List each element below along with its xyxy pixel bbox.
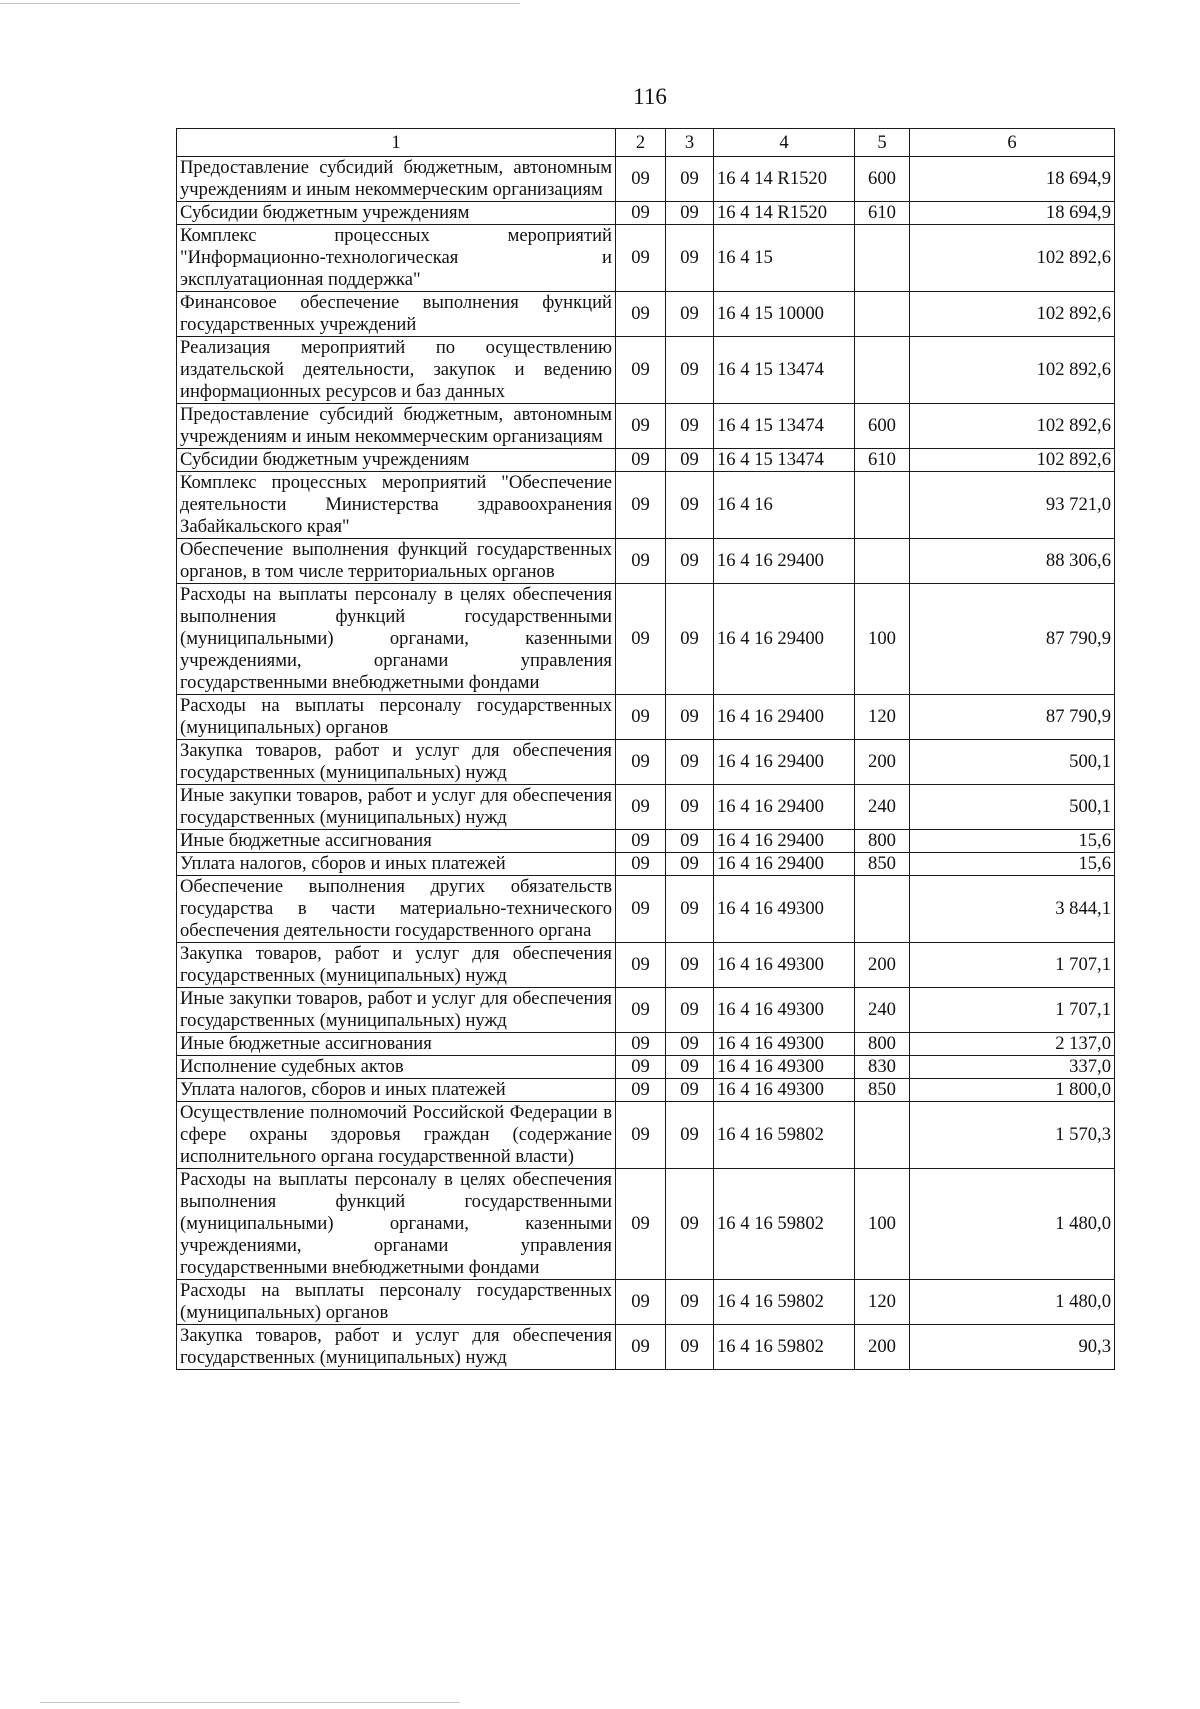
target-article-cell: 16 4 16 29400 [714,584,855,695]
subsection-code-cell: 09 [666,202,714,225]
target-article-cell: 16 4 16 59802 [714,1325,855,1370]
expense-type-cell: 800 [855,830,910,853]
row-name-cell: Субсидии бюджетным учреждениям [177,202,616,225]
amount-cell: 87 790,9 [910,584,1115,695]
subsection-code-cell: 09 [666,1280,714,1325]
amount-cell: 88 306,6 [910,539,1115,584]
table-row [177,292,1115,337]
expense-type-cell: 100 [855,1169,910,1280]
row-name-cell: Осуществление полномочий Российской Федерации в сфере охраны здоровья граждан (содержание исполнительного органа государственной власти) [177,1102,616,1169]
table-row [177,584,1115,695]
table-row [177,1169,1115,1280]
amount-cell: 1 480,0 [910,1280,1115,1325]
row-name-cell: Иные бюджетные ассигнования [177,1033,616,1056]
section-code-cell: 09 [616,1169,666,1280]
amount-cell: 1 800,0 [910,1079,1115,1102]
section-code-cell: 09 [616,1079,666,1102]
section-code-cell: 09 [616,1280,666,1325]
expense-type-cell [855,337,910,404]
subsection-code-cell: 09 [666,157,714,202]
section-code-cell: 09 [616,449,666,472]
expense-type-cell [855,292,910,337]
section-code-cell: 09 [616,337,666,404]
subsection-code-cell: 09 [666,472,714,539]
target-article-cell: 16 4 15 13474 [714,337,855,404]
column-header: 1 [177,129,616,157]
table-row [177,830,1115,853]
expense-type-cell: 850 [855,853,910,876]
row-name-cell: Реализация мероприятий по осуществлению издательской деятельности, закупок и ведению информационных ресурсов и баз данных [177,337,616,404]
column-header: 5 [855,129,910,157]
target-article-cell: 16 4 15 13474 [714,404,855,449]
table-row [177,404,1115,449]
target-article-cell: 16 4 16 49300 [714,1056,855,1079]
target-article-cell: 16 4 16 49300 [714,876,855,943]
amount-cell: 90,3 [910,1325,1115,1370]
target-article-cell: 16 4 16 49300 [714,1033,855,1056]
expense-type-cell: 830 [855,1056,910,1079]
section-code-cell: 09 [616,988,666,1033]
row-name-cell: Расходы на выплаты персоналу в целях обеспечения выполнения функций государственными (муниципальными) органами, казенными учреждениями, органами управления государственными внебюджетными фондами [177,584,616,695]
row-name-cell: Уплата налогов, сборов и иных платежей [177,853,616,876]
expense-type-cell: 600 [855,404,910,449]
section-code-cell: 09 [616,1033,666,1056]
target-article-cell: 16 4 16 29400 [714,695,855,740]
amount-cell: 93 721,0 [910,472,1115,539]
amount-cell: 2 137,0 [910,1033,1115,1056]
section-code-cell: 09 [616,830,666,853]
table-header-row [177,129,1115,157]
expense-type-cell: 610 [855,449,910,472]
amount-cell: 500,1 [910,785,1115,830]
subsection-code-cell: 09 [666,876,714,943]
table-row [177,1079,1115,1102]
target-article-cell: 16 4 16 49300 [714,943,855,988]
amount-cell: 18 694,9 [910,202,1115,225]
expense-type-cell [855,1102,910,1169]
row-name-cell: Исполнение судебных актов [177,1056,616,1079]
row-name-cell: Иные закупки товаров, работ и услуг для обеспечения государственных (муниципальных) нужд [177,785,616,830]
row-name-cell: Субсидии бюджетным учреждениям [177,449,616,472]
section-code-cell: 09 [616,695,666,740]
amount-cell: 102 892,6 [910,225,1115,292]
expense-type-cell: 200 [855,740,910,785]
subsection-code-cell: 09 [666,740,714,785]
row-name-cell: Расходы на выплаты персоналу в целях обеспечения выполнения функций государственными (муниципальными) органами, казенными учреждениями, органами управления государственными внебюджетными фондами [177,1169,616,1280]
row-name-cell: Уплата налогов, сборов и иных платежей [177,1079,616,1102]
section-code-cell: 09 [616,876,666,943]
amount-cell: 337,0 [910,1056,1115,1079]
table-row [177,876,1115,943]
target-article-cell: 16 4 16 59802 [714,1102,855,1169]
amount-cell: 102 892,6 [910,292,1115,337]
target-article-cell: 16 4 16 29400 [714,853,855,876]
expense-type-cell: 850 [855,1079,910,1102]
table-row [177,1280,1115,1325]
target-article-cell: 16 4 16 29400 [714,830,855,853]
subsection-code-cell: 09 [666,988,714,1033]
target-article-cell: 16 4 16 49300 [714,988,855,1033]
target-article-cell: 16 4 16 [714,472,855,539]
table-row [177,1056,1115,1079]
subsection-code-cell: 09 [666,853,714,876]
section-code-cell: 09 [616,225,666,292]
table-row [177,1325,1115,1370]
expense-type-cell: 100 [855,584,910,695]
scan-edge-line [0,3,520,4]
table-row [177,157,1115,202]
subsection-code-cell: 09 [666,404,714,449]
expense-type-cell: 240 [855,988,910,1033]
expense-type-cell [855,472,910,539]
expense-type-cell: 240 [855,785,910,830]
target-article-cell: 16 4 15 13474 [714,449,855,472]
column-header: 6 [910,129,1115,157]
amount-cell: 18 694,9 [910,157,1115,202]
row-name-cell: Иные бюджетные ассигнования [177,830,616,853]
target-article-cell: 16 4 16 29400 [714,539,855,584]
section-code-cell: 09 [616,943,666,988]
table-row [177,539,1115,584]
subsection-code-cell: 09 [666,292,714,337]
section-code-cell: 09 [616,202,666,225]
column-header: 3 [666,129,714,157]
section-code-cell: 09 [616,1325,666,1370]
budget-table [176,128,1115,1370]
section-code-cell: 09 [616,472,666,539]
row-name-cell: Комплекс процессных мероприятий "Обеспечение деятельности Министерства здравоохранения Забайкальского края" [177,472,616,539]
subsection-code-cell: 09 [666,1079,714,1102]
expense-type-cell: 800 [855,1033,910,1056]
row-name-cell: Закупка товаров, работ и услуг для обеспечения государственных (муниципальных) нужд [177,1325,616,1370]
amount-cell: 1 707,1 [910,943,1115,988]
target-article-cell: 16 4 16 59802 [714,1169,855,1280]
amount-cell: 3 844,1 [910,876,1115,943]
column-header: 4 [714,129,855,157]
amount-cell: 500,1 [910,740,1115,785]
row-name-cell: Предоставление субсидий бюджетным, автономным учреждениям и иным некоммерческим организациям [177,404,616,449]
amount-cell: 102 892,6 [910,449,1115,472]
table-row [177,740,1115,785]
amount-cell: 1 480,0 [910,1169,1115,1280]
target-article-cell: 16 4 16 29400 [714,740,855,785]
section-code-cell: 09 [616,785,666,830]
target-article-cell: 16 4 16 49300 [714,1079,855,1102]
table-row [177,988,1115,1033]
subsection-code-cell: 09 [666,584,714,695]
row-name-cell: Финансовое обеспечение выполнения функций государственных учреждений [177,292,616,337]
table-row [177,337,1115,404]
row-name-cell: Расходы на выплаты персоналу государственных (муниципальных) органов [177,1280,616,1325]
subsection-code-cell: 09 [666,1325,714,1370]
amount-cell: 87 790,9 [910,695,1115,740]
table-row [177,225,1115,292]
expense-type-cell [855,876,910,943]
section-code-cell: 09 [616,584,666,695]
table-row [177,785,1115,830]
section-code-cell: 09 [616,404,666,449]
table-row [177,202,1115,225]
target-article-cell: 16 4 16 29400 [714,785,855,830]
target-article-cell: 16 4 15 10000 [714,292,855,337]
scan-edge-line [40,1702,460,1703]
expense-type-cell [855,539,910,584]
expense-type-cell: 610 [855,202,910,225]
amount-cell: 1 570,3 [910,1102,1115,1169]
subsection-code-cell: 09 [666,1056,714,1079]
subsection-code-cell: 09 [666,1033,714,1056]
target-article-cell: 16 4 16 59802 [714,1280,855,1325]
table-row [177,472,1115,539]
section-code-cell: 09 [616,539,666,584]
section-code-cell: 09 [616,853,666,876]
subsection-code-cell: 09 [666,943,714,988]
row-name-cell: Комплекс процессных мероприятий "Информационно-технологическая и эксплуатационная поддержка" [177,225,616,292]
amount-cell: 15,6 [910,853,1115,876]
amount-cell: 15,6 [910,830,1115,853]
subsection-code-cell: 09 [666,830,714,853]
subsection-code-cell: 09 [666,337,714,404]
amount-cell: 102 892,6 [910,404,1115,449]
subsection-code-cell: 09 [666,695,714,740]
section-code-cell: 09 [616,157,666,202]
table-body [177,157,1115,1370]
section-code-cell: 09 [616,1102,666,1169]
expense-type-cell: 200 [855,1325,910,1370]
section-code-cell: 09 [616,740,666,785]
row-name-cell: Обеспечение выполнения функций государственных органов, в том числе территориальных органов [177,539,616,584]
target-article-cell: 16 4 15 [714,225,855,292]
amount-cell: 102 892,6 [910,337,1115,404]
subsection-code-cell: 09 [666,785,714,830]
subsection-code-cell: 09 [666,539,714,584]
table-row [177,1102,1115,1169]
target-article-cell: 16 4 14 R1520 [714,157,855,202]
row-name-cell: Предоставление субсидий бюджетным, автономным учреждениям и иным некоммерческим организациям [177,157,616,202]
subsection-code-cell: 09 [666,449,714,472]
subsection-code-cell: 09 [666,225,714,292]
expense-type-cell: 120 [855,695,910,740]
expense-type-cell: 120 [855,1280,910,1325]
row-name-cell: Иные закупки товаров, работ и услуг для обеспечения государственных (муниципальных) нужд [177,988,616,1033]
table-row [177,1033,1115,1056]
table-row [177,943,1115,988]
subsection-code-cell: 09 [666,1102,714,1169]
column-header: 2 [616,129,666,157]
row-name-cell: Расходы на выплаты персоналу государственных (муниципальных) органов [177,695,616,740]
row-name-cell: Обеспечение выполнения других обязательств государства в части материально-технического обеспечения деятельности государственного органа [177,876,616,943]
table-row [177,695,1115,740]
row-name-cell: Закупка товаров, работ и услуг для обеспечения государственных (муниципальных) нужд [177,740,616,785]
expense-type-cell: 600 [855,157,910,202]
section-code-cell: 09 [616,1056,666,1079]
amount-cell: 1 707,1 [910,988,1115,1033]
expense-type-cell: 200 [855,943,910,988]
table-row [177,449,1115,472]
target-article-cell: 16 4 14 R1520 [714,202,855,225]
expense-type-cell [855,225,910,292]
row-name-cell: Закупка товаров, работ и услуг для обеспечения государственных (муниципальных) нужд [177,943,616,988]
table-row [177,853,1115,876]
section-code-cell: 09 [616,292,666,337]
page-number: 116 [633,84,667,109]
subsection-code-cell: 09 [666,1169,714,1280]
